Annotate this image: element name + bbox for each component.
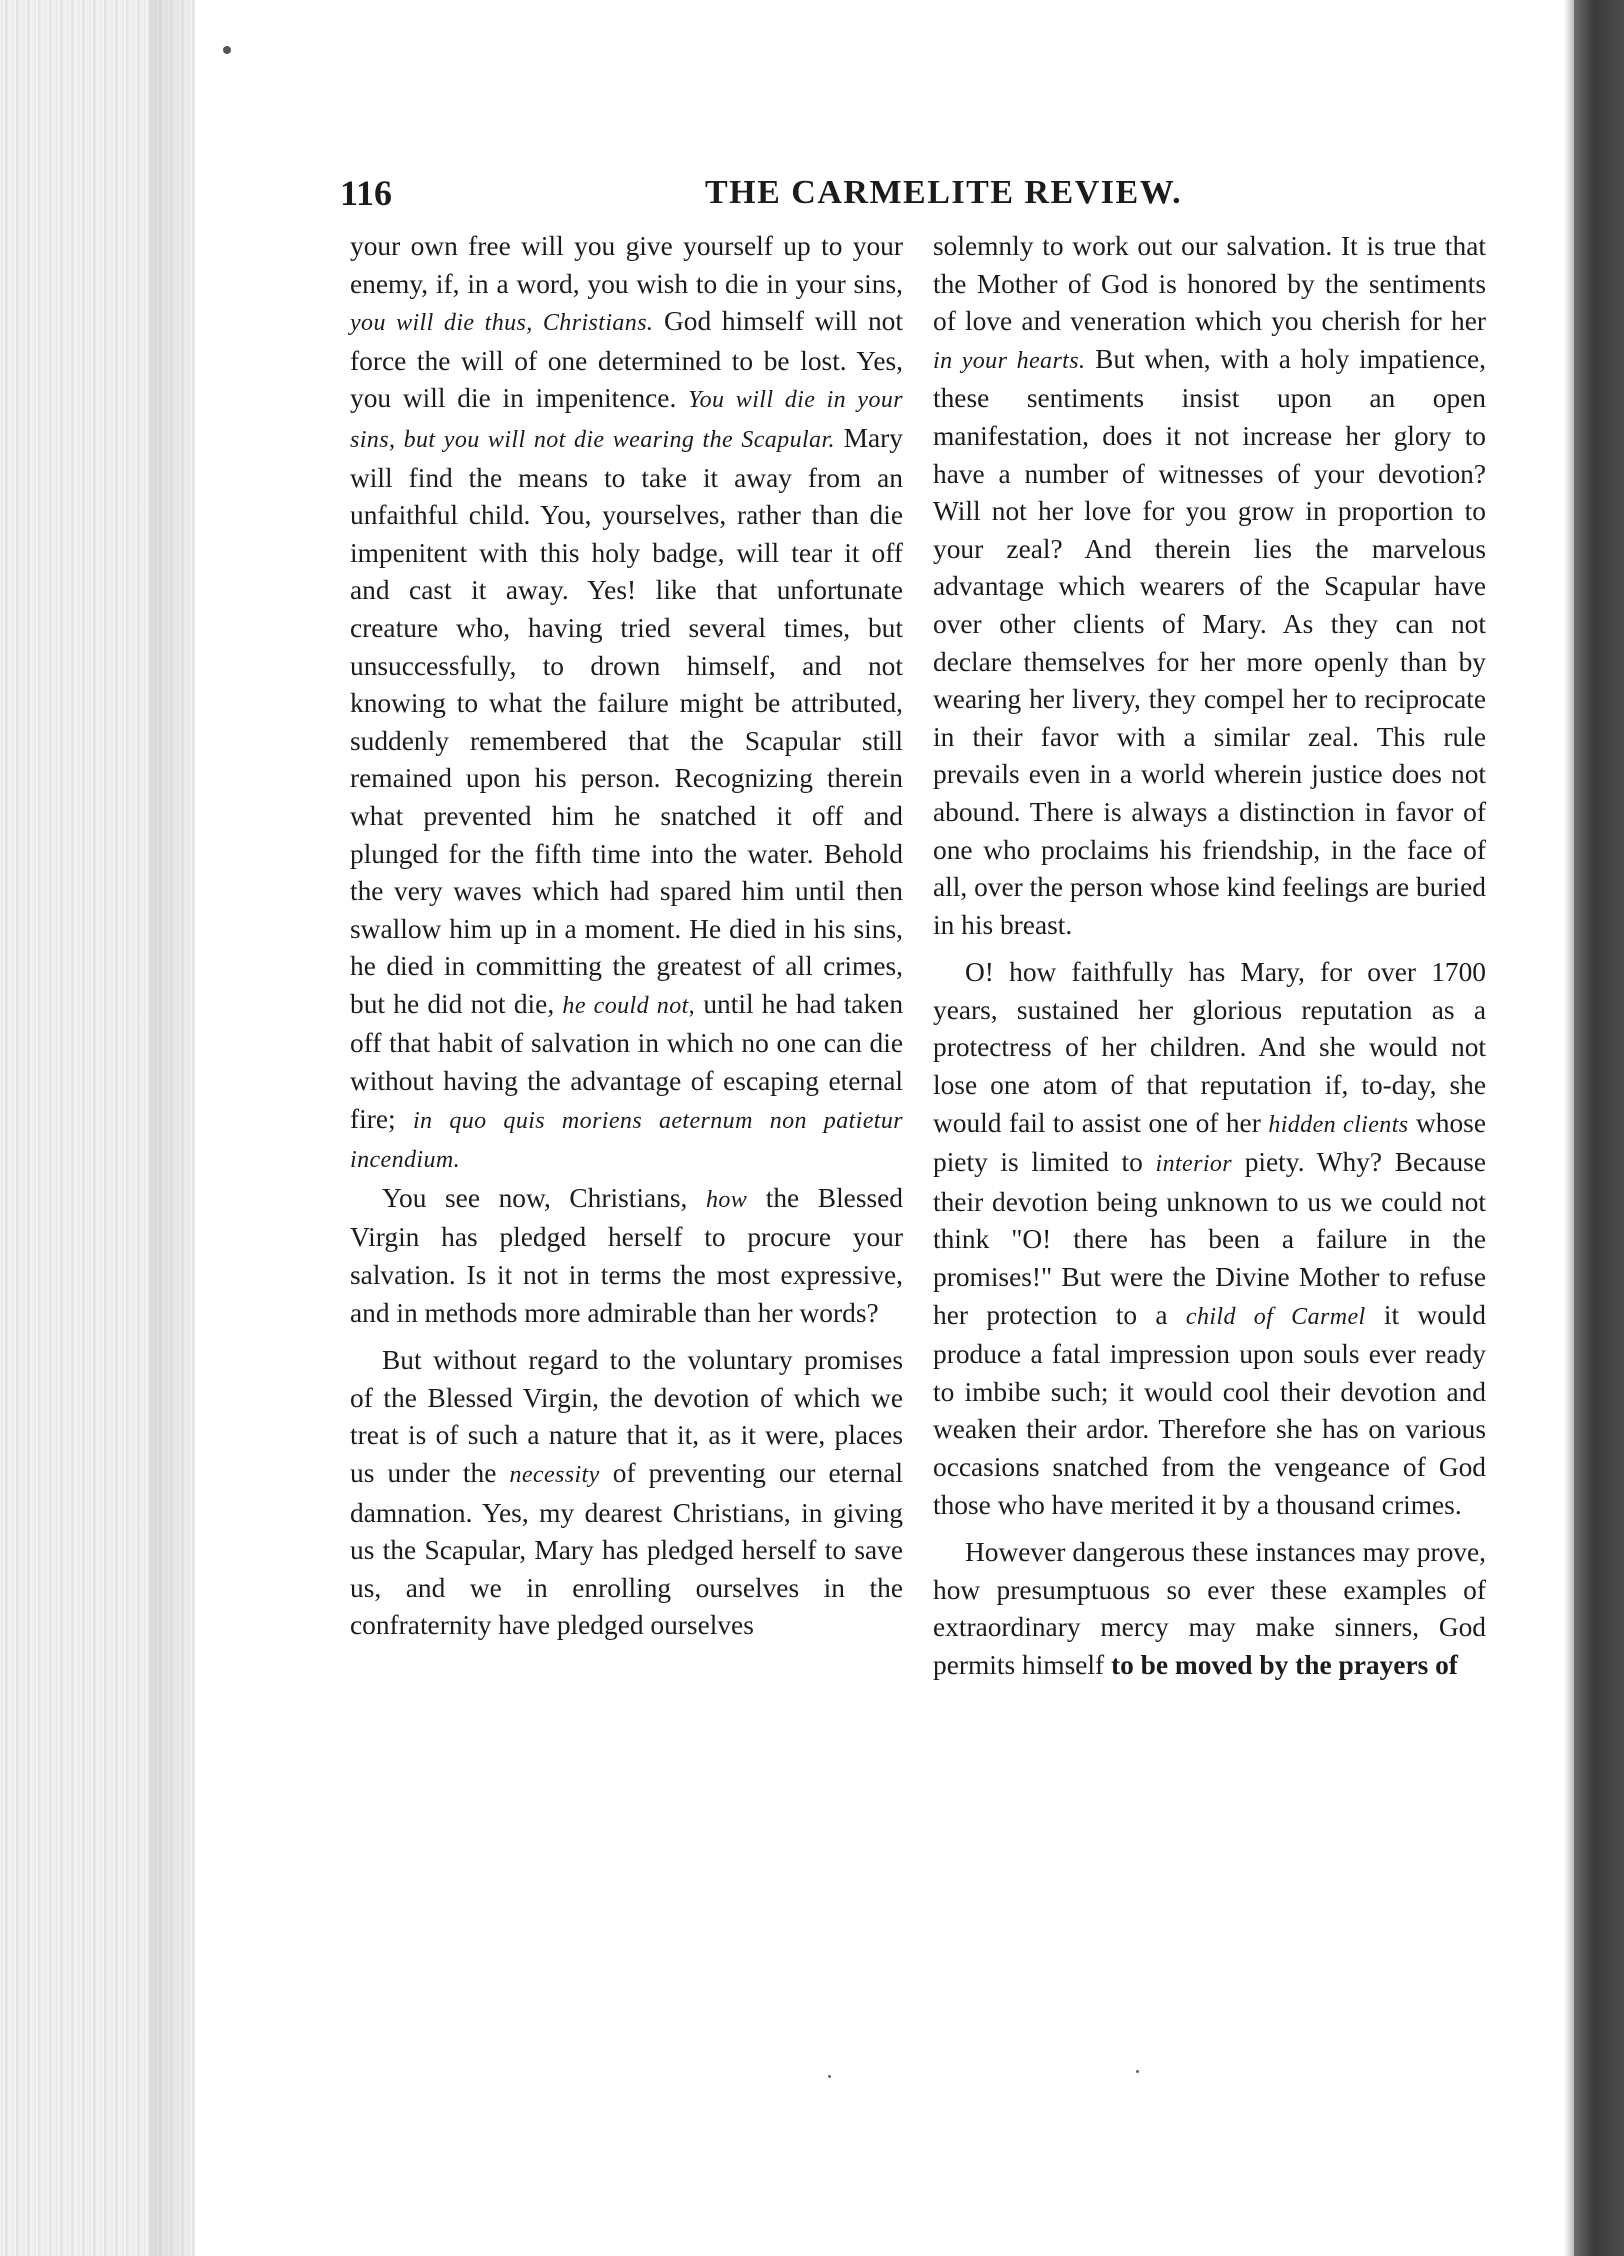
italic-run: in your hearts. — [933, 347, 1086, 374]
text-run: But when, with a holy impatience, these sentiments insist upon an open manifestation, does it not increase her glory to have a number of witnesses of your devotion? Will not her love for you grow in proportion to your zeal? And therein lies the marvelous advantage which wearers of the Scapular have over other clients of Mary. As they can not declare themselves for her more openly than by wearing her livery, they compel her to reciprocate in their favor with a similar zeal. This rule prevails even in a world wherein justice does not abound. There is always a distinction in favor of one who proclaims his friendship, in the face of all, over the person whose kind feelings are buried in his breast. — [933, 343, 1486, 940]
text-run: your own free will you give yourself up to your enemy, if, in a word, you wish to die in your sins, — [350, 231, 903, 299]
italic-run: child of Carmel — [1185, 1303, 1366, 1330]
right-paragraph-2 — [933, 954, 1486, 1524]
text-run: piety. Why? Because their devotion being unknown to us we could not think "O! there has been a failure in the promises!" But were the Divine Mother to refuse her protection to a — [933, 1147, 1486, 1330]
italic-run: interior — [1155, 1151, 1233, 1178]
text-run: God himself will not force the will of one determined to be lost. Yes, you will die in impenitence. — [350, 306, 903, 414]
gutter-shadow — [150, 0, 195, 2256]
text-run: the Blessed Virgin has pledged herself to procure your salvation. Is it not in terms the most expressive, and in methods more admirable than her words? — [350, 1182, 904, 1328]
running-header — [340, 172, 1490, 222]
bold-run: to be moved by the prayers of — [1111, 1649, 1458, 1680]
print-dot — [828, 2075, 831, 2078]
text-run: of preventing our eternal damnation. Yes, my dearest Christians, in giving us the Scapular, Mary has pledged herself to save us, and we in enrolling ourselves in the confraternity have pledged ourselves — [350, 1458, 903, 1641]
italic-run: he could not, — [562, 992, 696, 1019]
right-paragraph-1 — [933, 228, 1486, 944]
text-run: O! how faithfully has Mary, for over 1700 years, sustained her glorious reputation as a protectress of her children. And she would not lose one atom of that reputation if, to-day, she would fail to assist one of her — [933, 957, 1486, 1138]
italic-run: necessity — [509, 1462, 600, 1488]
left-paragraph-3 — [350, 1342, 903, 1645]
running-title: THE CARMELITE REVIEW. — [705, 174, 1183, 211]
text-run: it would produce a fatal impression upon souls ever ready to imbibe such; it would cool their devotion and weaken their ardor. Therefore she has on various occasions snatched from the vengeance of God those who have merited it by a thousand crimes. — [933, 1299, 1486, 1520]
print-dot — [1136, 2070, 1139, 2073]
page-number: 116 — [340, 173, 393, 213]
italic-run: you will die thus, Christians. — [350, 310, 654, 337]
text-run: But without regard to the voluntary promises of the Blessed Virgin, the devotion of which we treat is of such a nature that it, as it were, places us under the — [350, 1345, 903, 1488]
ink-speck — [223, 46, 231, 54]
italic-run: hidden clients — [1268, 1111, 1409, 1138]
text-run: You see now, Christians, — [382, 1182, 706, 1213]
right-paragraph-3 — [933, 1534, 1486, 1684]
left-paragraph-1 — [350, 228, 903, 1180]
text-run: solemnly to work out our salvation. It is true that the Mother of God is honored by the sentiments of love and veneration which you cherish for her — [933, 231, 1486, 337]
text-run: whose piety is limited to — [933, 1107, 1486, 1178]
latin-quote: in quo quis moriens aeternum non patietur incendium. — [350, 1107, 903, 1174]
right-edge-shadow — [1564, 0, 1574, 2256]
left-paragraph-2 — [350, 1180, 903, 1332]
right-page-edge — [1574, 0, 1624, 2256]
italic-run: You will die in your sins, but you will not die wearing the Scapular. — [350, 387, 904, 453]
text-run: until he had taken off that habit of salvation in which no one can die without having the advantage of escaping eternal fire; — [350, 988, 904, 1134]
text-run: Mary will find the means to take it away from an unfaithful child. You, yourselves, rather than die impenitent with this holy badge, will tear it off and cast it away. Yes! like that unfortunate creature who, having tried several times, but unsuccessfully, to drown himself, and not knowing to what the failure might be attributed, suddenly remembered that the Scapular still remained upon his person. Recognizing therein what prevented him he snatched it off and plunged for the fifth time into the water. Behold the very waves which had spared him until then swallow him up in a moment. He died in his sins, he died in committing the greatest of all crimes, but he did not die, — [350, 422, 903, 1019]
right-column — [933, 228, 1486, 1685]
text-run: However dangerous these instances may prove, how presumptuous so ever these examples of extraordinary mercy may make sinners, God permits himself — [933, 1537, 1486, 1680]
left-column — [350, 228, 903, 1645]
italic-run: how — [705, 1186, 748, 1213]
